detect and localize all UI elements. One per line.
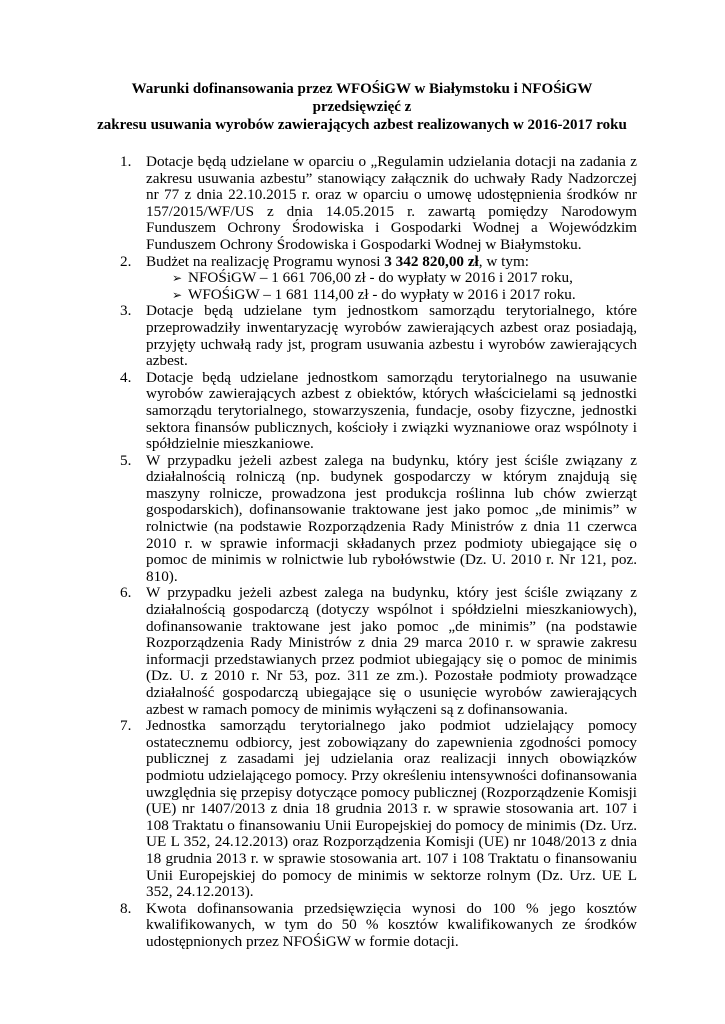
budget-breakdown-item — [172, 270, 637, 287]
budget-breakdown-list — [146, 270, 637, 303]
item-number: 7. — [120, 717, 132, 735]
list-item — [87, 901, 637, 951]
title-line-1: Warunki dofinansowania przez WFOŚiGW w Białymstoku i NFOŚiGW przedsięwzięć z — [131, 81, 593, 115]
item-text: Dotacje będą udzielane w oparciu o „Regulamin udzielania dotacji na zadania z zakresu usuwania azbestu” stanowiący załącznik do uchwały Rady Nadzorczej nr 77 z dnia 22.10.2015 r. oraz w oparciu o umowę udostępnienia środków nr 157/2015/WF/US z dnia 14.05.2015 r. zawartą pomiędzy Narodowym Funduszem Ochrony Środowiska i Gospodarki Wodnej a Wojewódzkim Funduszem Ochrony Środowiska i Gospodarki Wodnej w Białymstoku. — [146, 153, 637, 253]
budget-breakdown-item — [172, 287, 637, 304]
item-number: 8. — [120, 899, 132, 917]
item-number: 3. — [120, 302, 132, 320]
conditions-list — [87, 154, 637, 951]
item-text-after: , w tym: — [478, 252, 529, 270]
list-item — [87, 370, 637, 453]
list-item — [87, 453, 637, 586]
item-number: 2. — [120, 252, 132, 270]
item-number: 6. — [120, 584, 132, 602]
list-item — [87, 254, 637, 304]
item-text: Dotacje będą udzielane tym jednostkom samorządu terytorialnego, które przeprowadziły inwentaryzację wyrobów zawierających azbest oraz posiadają, przyjęty uchwałą rady jst, program usuwania azbestu i wyrobów zawierających azbest. — [146, 302, 637, 370]
item-number: 4. — [120, 368, 132, 386]
list-item — [87, 303, 637, 369]
bullet-text: NFOŚiGW – 1 661 706,00 zł - do wypłaty w 2016 i 2017 roku, — [188, 269, 573, 287]
item-text: W przypadku jeżeli azbest zalega na budynku, który jest ściśle związany z działalnością gospodarczą (dotyczy wspólnot i spółdzielni mieszkaniowych), dofinansowanie traktowane jest jako pomoc „de minimis” (na podstawie Rozporządzenia Rady Ministrów z dnia 29 marca 2010 r. w sprawie zakresu informacji przedstawianych przez podmiot ubiegający się o pomoc de minimis (Dz. U. z 2010 r. Nr 53, poz. 311 ze zm.). Pozostałe podmioty prowadzące działalność gospodarczą ubiegające się o usunięcie wyrobów zawierających azbest w ramach pomocy de minimis wyłączeni są z dofinansowania. — [146, 584, 637, 718]
item-text: Kwota dofinansowania przedsięwzięcia wynosi do 100 % jego kosztów kwalifikowanych, w tym do 50 % kosztów kwalifikowanych ze środków udostępnionych przez NFOŚiGW w formie dotacji. — [146, 899, 637, 950]
list-item — [87, 718, 637, 901]
item-text: W przypadku jeżeli azbest zalega na budynku, który jest ściśle związany z działalnością rolniczą (np. budynek gospodarczy w którym znajdują się maszyny rolnicze, prowadzona jest produkcja roślinna lub chów zwierząt gospodarskich), dofinansowanie traktowane jest jako pomoc „de minimis” w rolnictwie (na podstawie Rozporządzenia Rady Ministrów z dnia 11 czerwca 2010 r. w sprawie informacji składanych przez podmioty ubiegające się o pomoc de minimis w rolnictwie lub rybołówstwie (Dz. U. 2010 r. Nr 121, poz. 810). — [146, 451, 637, 585]
bullet-text: WFOŚiGW – 1 681 114,00 zł - do wypłaty w 2016 i 2017 roku. — [188, 285, 576, 303]
item-text-before: Budżet na realizację Programu wynosi — [146, 252, 385, 270]
arrow-bullet-icon: ➢ — [172, 271, 183, 286]
item-number: 1. — [120, 153, 132, 170]
item-text: Jednostka samorządu terytorialnego jako podmiot udzielający pomocy ostatecznemu odbiorcy, jest zobowiązany do zapewnienia zgodności pomocy publicznej z zasadami jej udzielania oraz realizacji innych obowiązków podmiotu udzielającego pomocy. Przy określeniu intensywności dofinansowania uwzględnia się przepisy dotyczące pomocy publicznej (Rozporządzenie Komisji (UE) nr 1407/2013 z dnia 18 grudnia 2013 r. w sprawie stosowania art. 107 i 108 Traktatu o finansowaniu Unii Europejskiej do pomocy de minimis (Dz. Urz. UE L 352, 24.12.2013) oraz Rozporządzenia Komisji (UE) nr 1048/2013 z dnia 18 grudnia 2013 r. w sprawie stosowania art. 107 i 108 Traktatu o finansowaniu Unii Europejskiej do pomocy de minimis w sektorze rolnym (Dz. Urz. UE L 352, 24.12.2013). — [146, 717, 637, 901]
budget-amount: 3 342 820,00 zł — [384, 252, 479, 270]
item-text: Dotacje będą udzielane jednostkom samorządu terytorialnego na usuwanie wyrobów zawierających azbest z obiektów, których właścicielami są jednostki samorządu terytorialnego, stowarzyszenia, fundacje, osoby fizyczne, jednostki sektora finansów publicznych, kościoły i związki wyznaniowe oraz wspólnoty i spółdzielnie mieszkaniowe. — [146, 368, 637, 453]
list-item — [87, 585, 637, 718]
list-item — [87, 154, 637, 254]
arrow-bullet-icon: ➢ — [172, 287, 183, 302]
title-line-2: zakresu usuwania wyrobów zawierających azbest realizowanych w 2016-2017 roku — [97, 117, 627, 133]
document-title — [87, 80, 637, 134]
item-number: 5. — [120, 451, 132, 469]
